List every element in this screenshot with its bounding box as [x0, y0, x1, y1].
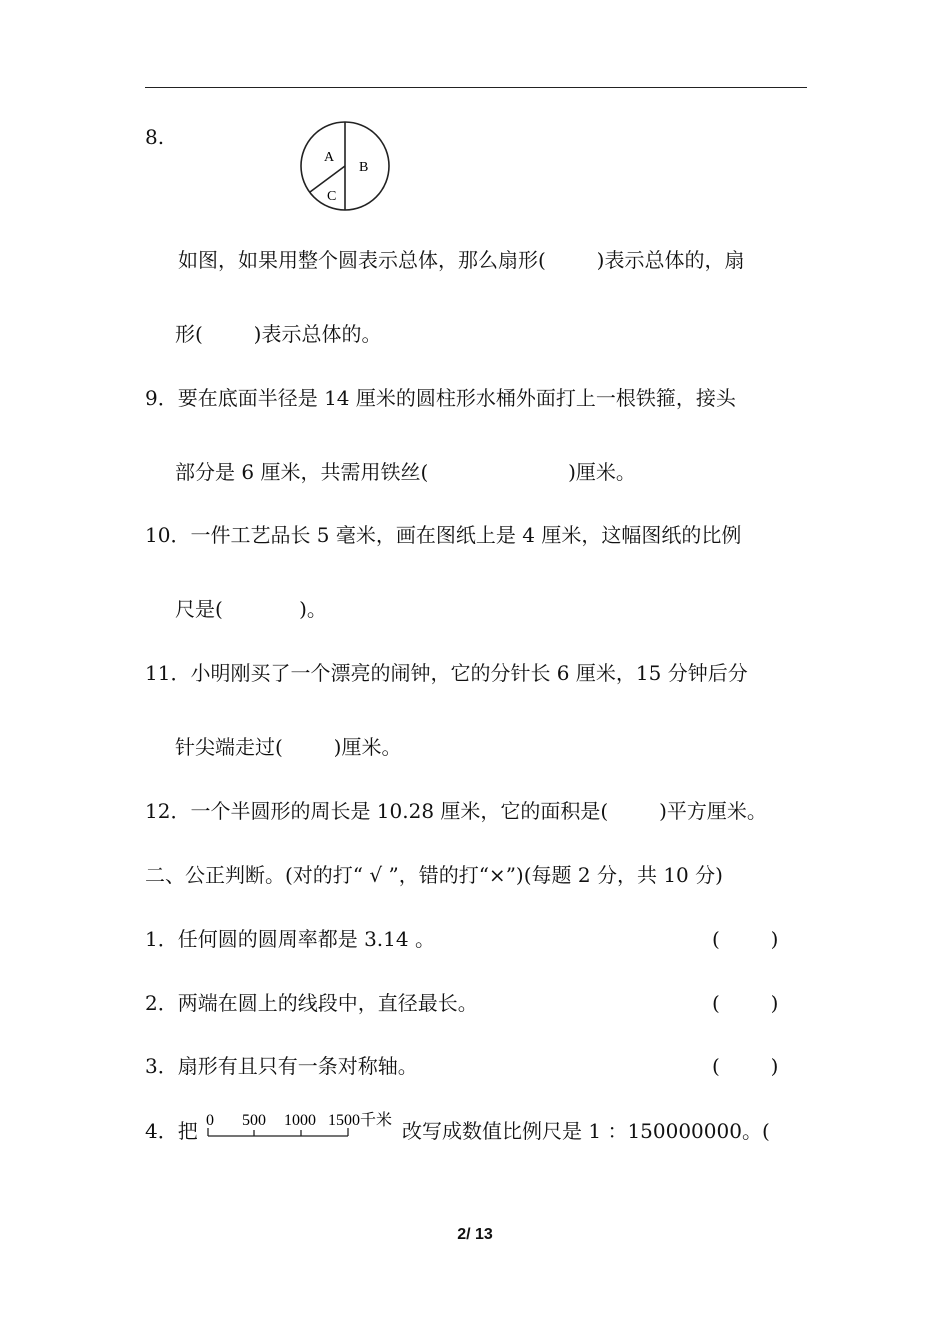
- q8-line2: 形( )表示总体的。: [175, 322, 382, 346]
- scale-label-0: 0: [206, 1112, 214, 1129]
- scale-label-500: 500: [242, 1112, 266, 1129]
- judge-item-2: 2．两端在圆上的线段中，直径最长。: [145, 991, 478, 1015]
- q11-line1: 11．小明刚买了一个漂亮的闹钟，它的分针长 6 厘米，15 分钟后分: [145, 661, 748, 685]
- header-rule: [145, 87, 807, 88]
- judge-answer-paren-3[interactable]: ( ): [712, 1054, 779, 1078]
- judge-item-4-suffix: 改写成数值比例尺是 1 ：150000000。(: [402, 1119, 770, 1143]
- q11-line2: 针尖端走过( )厘米。: [175, 735, 402, 759]
- pie-label-c: C: [327, 189, 337, 204]
- q8-number: 8.: [145, 125, 165, 149]
- q10-line1: 10．一件工艺品长 5 毫米，画在图纸上是 4 厘米，这幅图纸的比例: [145, 523, 742, 547]
- judge-item-3: 3．扇形有且只有一条对称轴。: [145, 1054, 418, 1078]
- judge-item-4-prefix: 4．把: [145, 1119, 198, 1143]
- judge-item-1: 1．任何圆的圆周率都是 3.14 。: [145, 927, 435, 951]
- section2-title: 二、公正判断。(对的打“ √ ”，错的打“×”)(每题 2 分，共 10 分): [145, 863, 723, 887]
- judge-answer-paren-1[interactable]: ( ): [712, 927, 779, 951]
- scale-label-1000: 1000: [284, 1112, 316, 1129]
- q12-line1: 12．一个半圆形的周长是 10.28 厘米，它的面积是( )平方厘米。: [145, 799, 767, 823]
- pie-label-b: B: [359, 160, 369, 175]
- q9-line2: 部分是 6 厘米，共需用铁丝( )厘米。: [175, 460, 636, 484]
- judge-answer-paren-2[interactable]: ( ): [712, 991, 779, 1015]
- q9-line1: 9．要在底面半径是 14 厘米的圆柱形水桶外面打上一根铁箍，接头: [145, 386, 736, 410]
- line-scale-bar: [204, 1108, 404, 1144]
- page-number: 2/ 13: [457, 1226, 493, 1243]
- scale-label-1500: 1500千米: [328, 1112, 393, 1129]
- pie-label-a: A: [324, 150, 335, 165]
- q8-line1: 如图，如果用整个圆表示总体，那么扇形( )表示总体的，扇: [178, 248, 745, 272]
- q8-pie-diagram: [296, 118, 396, 218]
- q10-line2: 尺是( )。: [175, 597, 327, 621]
